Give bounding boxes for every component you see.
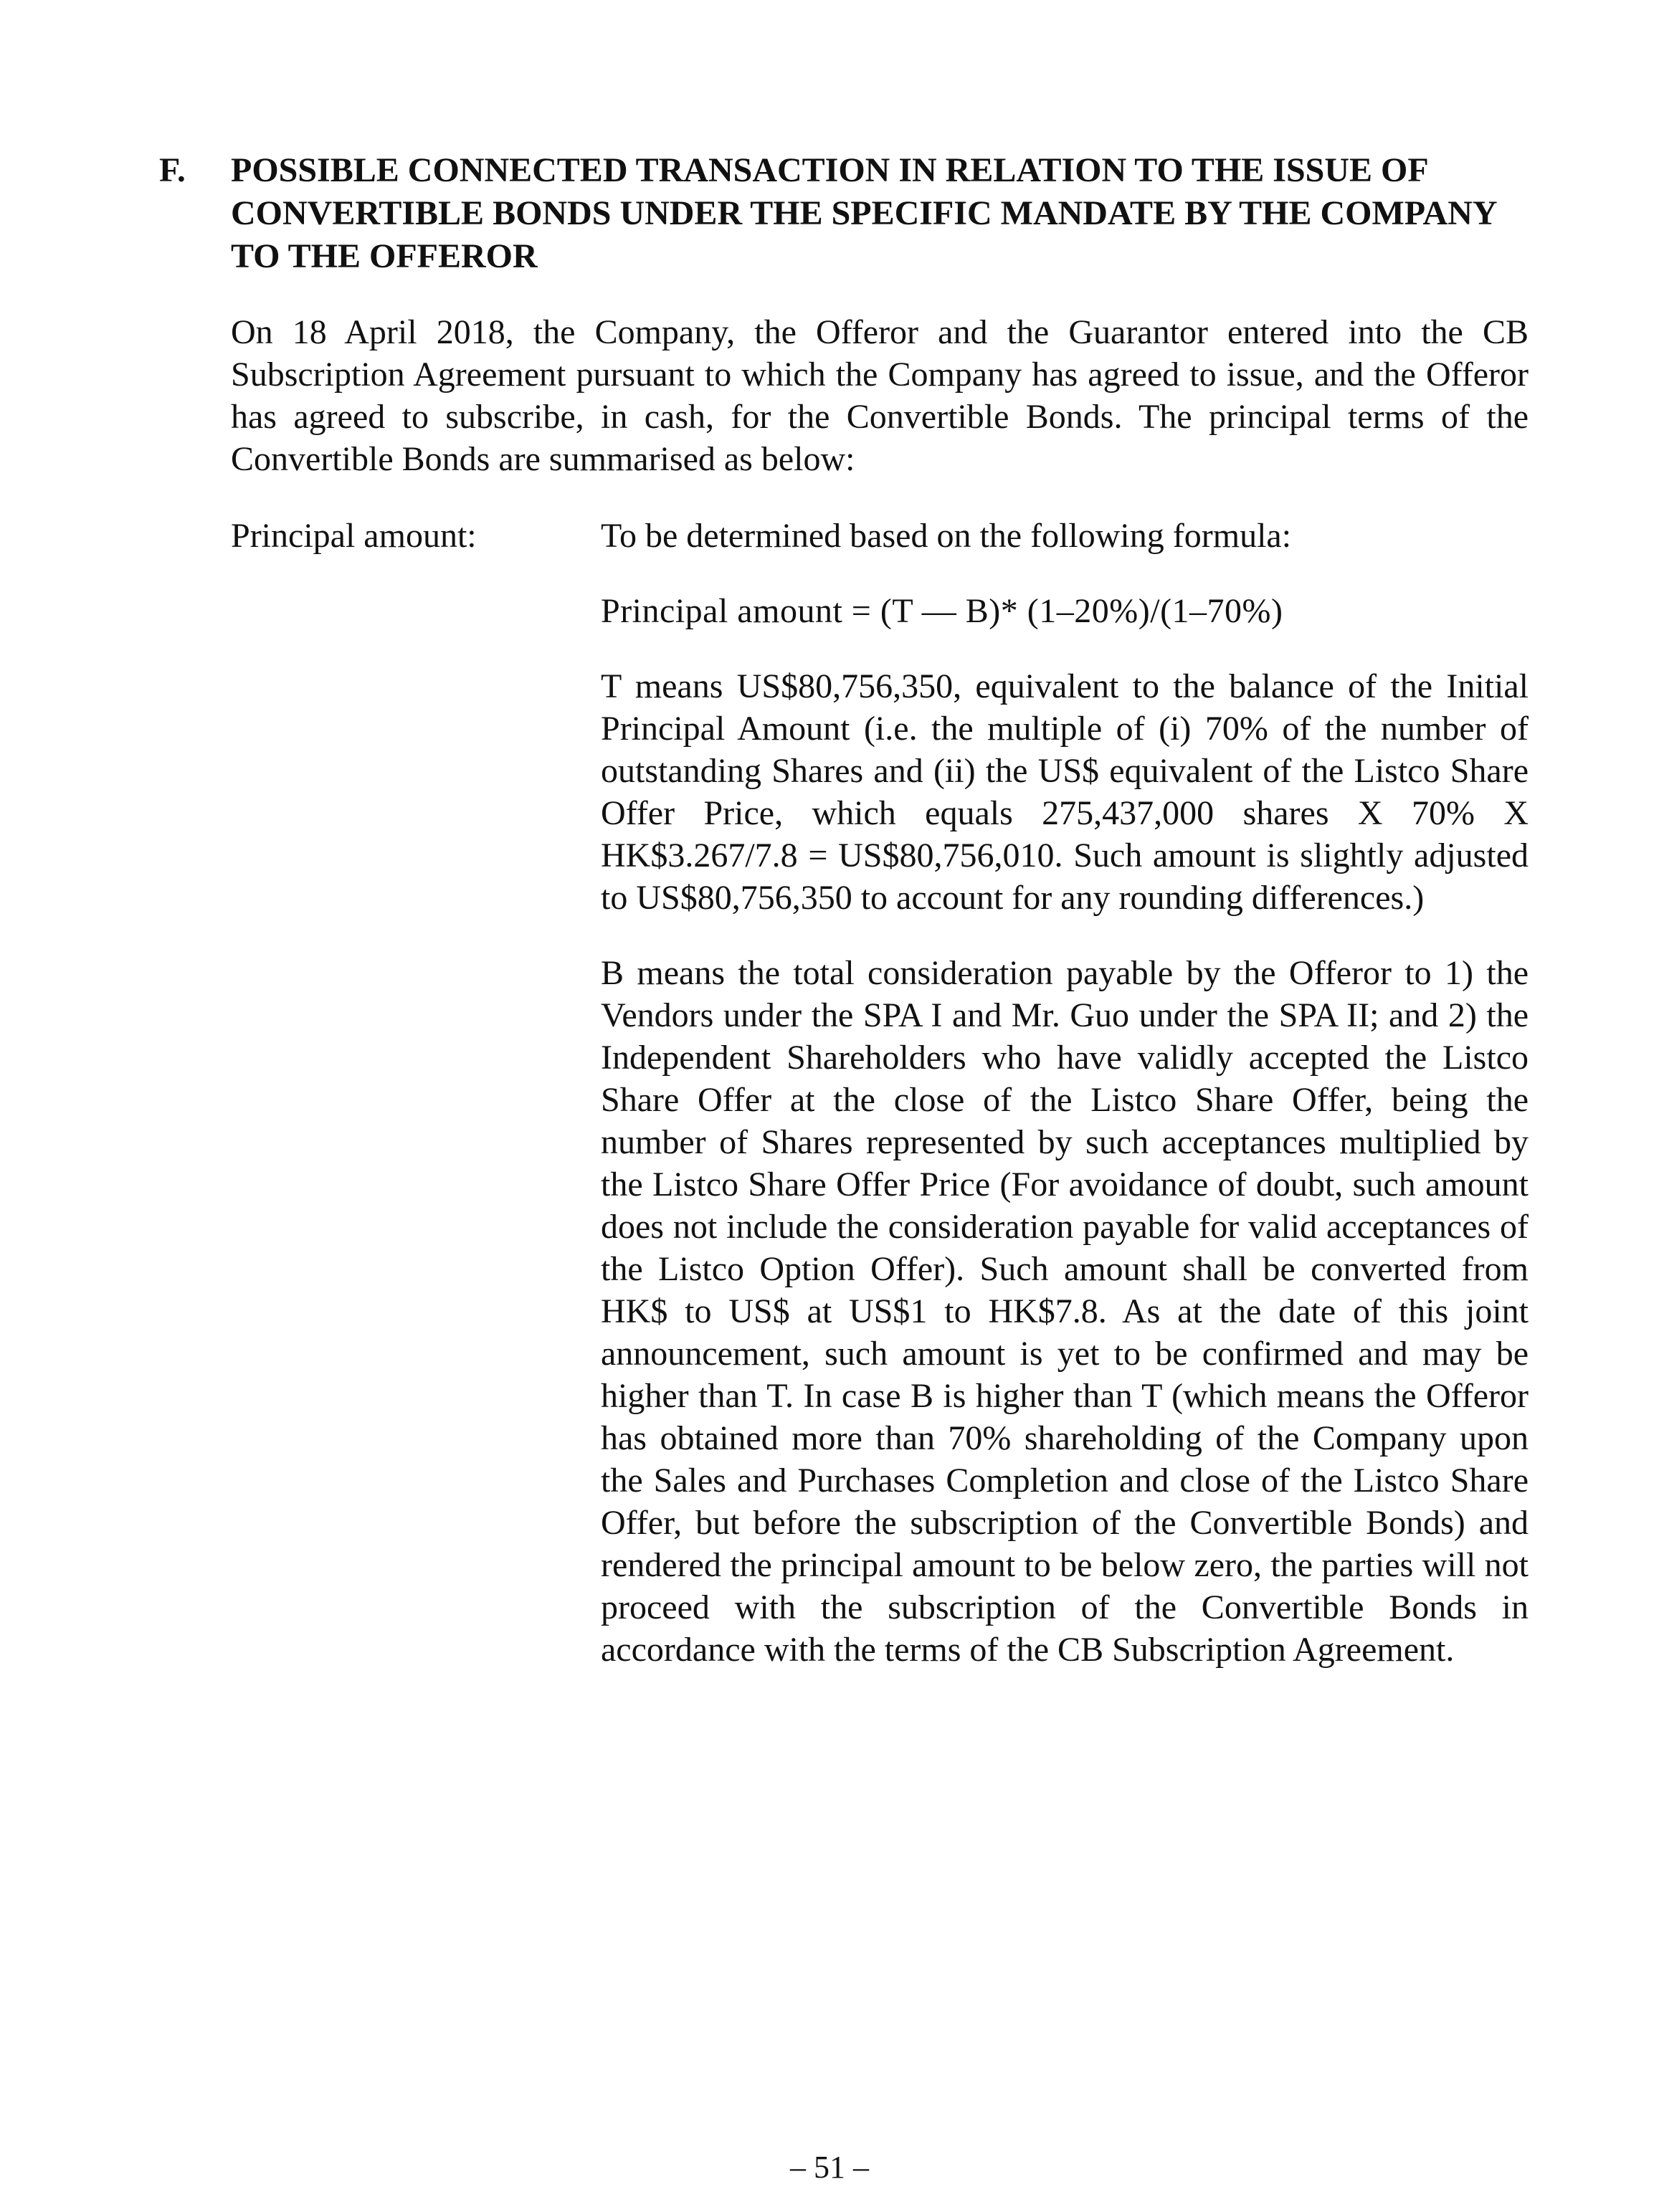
term-label-principal-amount: Principal amount: bbox=[231, 517, 477, 555]
page-number: – 51 – bbox=[790, 2150, 869, 2185]
section-title: POSSIBLE CONNECTED TRANSACTION IN RELATION TO THE ISSUE OF CONVERTIBLE BONDS UNDER THE SPECIFIC MANDATE BY THE COMPANY TO THE OFFEROR bbox=[231, 151, 1496, 275]
term-description bbox=[601, 515, 1529, 1704]
intro-paragraph: On 18 April 2018, the Company, the Offeror and the Guarantor entered into the CB Subscription Agreement pursuant to which the Company has agreed to issue, and the Offeror has agreed to subscribe, in cash, for the Convertible Bonds. The principal terms of the Convertible Bonds are summarised as below: bbox=[231, 313, 1529, 478]
term-paragraph-formula-intro: To be determined based on the following formula: bbox=[601, 517, 1292, 555]
term-paragraph-t-definition: T means US$80,756,350, equivalent to the balance of the Initial Principal Amount (i.e. the multiple of (i) 70% of the number of outstanding Shares and (ii) the US$ equivalent of the Listco Share Offer Price, which equals 275,437,000 shares X 70% X HK$3.267/7.8 = US$80,756,010. Such amount is slightly adjusted to US$80,756,350 to account for any rounding differences.) bbox=[601, 667, 1529, 917]
term-paragraph-formula: Principal amount = (T — B)* (1–20%)/(1–70%) bbox=[601, 592, 1283, 630]
term-paragraph-b-definition: B means the total consideration payable by the Offeror to 1) the Vendors under the SPA I and Mr. Guo under the SPA II; and 2) the Independent Shareholders who have validly accepted the Listco Share Offer at the close of the Listco Share Offer, being the number of Shares represented by such acceptances multiplied by the Listco Share Offer Price (For avoidance of doubt, such amount does not include the consideration payable for valid acceptances of the Listco Option Offer). Such amount shall be converted from HK$ to US$ at US$1 to HK$7.8. As at the date of this joint announcement, such amount is yet to be confirmed and may be higher than T. In case B is higher than T (which means the Offeror has obtained more than 70% shareholding of the Company upon the Sales and Purchases Completion and close of the Listco Share Offer, but before the subscription of the Convertible Bonds) and rendered the principal amount to be below zero, the parties will not proceed with the subscription of the Convertible Bonds in accordance with the terms of the CB Subscription Agreement. bbox=[601, 954, 1529, 1669]
section-letter: F. bbox=[159, 151, 186, 189]
